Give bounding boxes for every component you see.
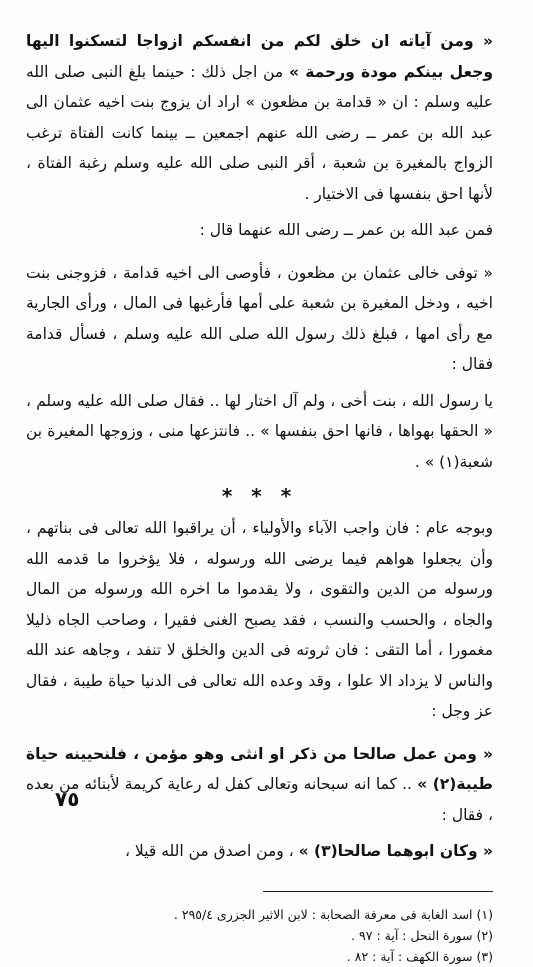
paragraph-text: ، ومن اصدق من الله قيلا ، <box>125 842 299 860</box>
paragraph-text: .. كما انه سبحانه وتعالى كفل له رعاية كريمة لأبنائه من بعده ، فقال : <box>26 775 493 824</box>
paragraph-text: من اجل ذلك : حينما بلغ النبى صلى الله عليه وسلم : ان « قدامة بن مظعون » اراد ان يزوج بنت اخيه عثمان الى عبد الله بن عمر ــ رضى الله عنهم اجمعين ــ بينما كانت الفتاة ترغب الزواج بالمغيرة بن شعبة ، أقر النبى صلى الله عليه وسلم رغبة الفتاة ، لأنها احق بنفسها فى الاختيار . <box>26 62 493 203</box>
paragraph-5: وبوجه عام : فان واجب الآباء والأولياء ، أن يراقبوا الله تعالى فى بناتهم ، وأن يجعلوا هواهم فيما يرضى الله ورسوله ، فلا يؤخروا ما قدمه الله ورسوله من الدين والتقوى ، ولا يقدموا ما اخره الله ورسوله من المال والجاه ، والحسب والنسب ، فقد يصبح الغنى فقيرا ، وصاحب الجاه ذليلا مغمورا ، أما التقى : فان ثروته فى الدين والخلق لا تنفد ، وجاهه عند الله والناس لا يزداد الا علوا ، وقد وعده الله تعالى فى الدنيا حياة طيبة ، فقال عز وجل : <box>26 519 493 720</box>
paragraph-6 <box>26 739 493 831</box>
page-number: ٧٥ <box>55 787 80 811</box>
quran-verse-quote: « وكان ابوهما صالحا(٣) » <box>298 842 493 860</box>
footnote-3: (٣) سورة الكهف : آية : ٨٢ . <box>346 948 493 964</box>
paragraph-2: فمن عبد الله بن عمر ــ رضى الله عنهما قال : <box>199 221 493 239</box>
footnote-divider <box>263 891 493 892</box>
paragraph-4: يا رسول الله ، بنت أخى ، ولم آل اختار لها .. فقال صلى الله عليه وسلم ، « الحقها بهواها ، فانها احق بنفسها » .. فانتزعها منى ، وزوجها المغيرة بن شعبة(١) » . <box>26 391 493 471</box>
footnote-2: (٢) سورة النحل : آية : ٩٧ . <box>351 927 493 943</box>
quran-verse-quote: « ومن عمل صالحا من ذكر او انثى وهو مؤمن ، فلنحيينه حياة طيبة(٢) » <box>26 744 494 793</box>
paragraph-3: « توفى خالى عثمان بن مظعون ، فأوصى الى اخيه قدامة ، فزوجنى بنت اخيه ، ودخل المغيرة بن شعبة على أمها فأرغبها فى المال ، ورأى الجارية مع رأى امها ، فبلغ ذلك رسول الله صلى الله عليه وسلم ، فسأل قدامة فقال : <box>26 263 493 373</box>
quran-verse-quote: « ومن آياته ان خلق لكم من انفسكم ازواجا لتسكنوا اليها وجعل بينكم مودة ورحمة » <box>26 32 493 81</box>
paragraph-1 <box>26 26 493 209</box>
paragraph-7 <box>26 836 493 867</box>
section-separator: * * * <box>221 484 298 508</box>
footnote-1: (١) اسد الغابة فى معرفة الصحابة : لابن الاثير الجزرى ٢٩٥/٤ . <box>173 906 493 922</box>
